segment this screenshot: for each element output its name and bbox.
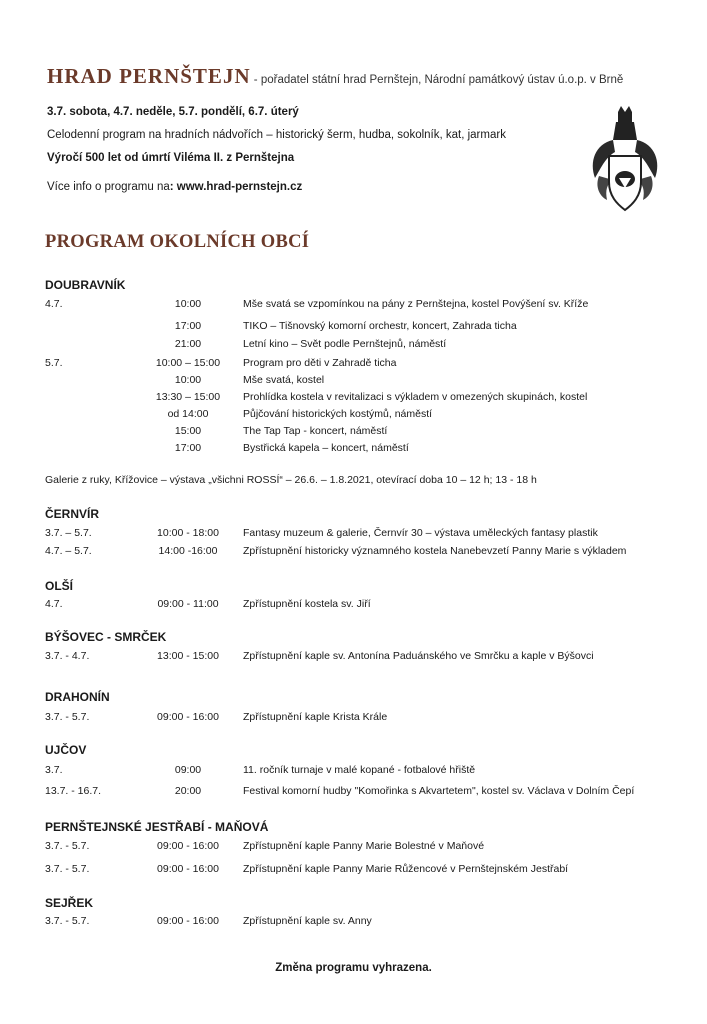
row-description: The Tap Tap - koncert, náměstí (243, 425, 388, 437)
event-dates: 3.7. sobota, 4.7. neděle, 5.7. pondělí, 6.7. úterý (47, 106, 299, 118)
row-description: Mše svatá, kostel (243, 374, 325, 386)
info-line (47, 181, 302, 193)
schedule-row (0, 915, 707, 931)
row-date: 4.7. (45, 598, 63, 610)
row-time: 09:00 - 16:00 (157, 840, 219, 852)
schedule-row (0, 374, 707, 390)
row-description: Zpřístupnění kaple sv. Anny (243, 915, 372, 927)
row-time: 13:30 – 15:00 (155, 391, 221, 403)
row-time: 15:00 (174, 425, 202, 437)
row-date: 3.7. - 5.7. (45, 711, 90, 723)
row-description: Mše svatá se vzpomínkou na pány z Pernštejna, kostel Povýšení sv. Kříže (243, 298, 589, 310)
row-description: Program pro děti v Zahradě ticha (243, 357, 397, 369)
section-heading: DOUBRAVNÍK (45, 278, 126, 292)
row-date: 3.7. - 5.7. (45, 863, 90, 875)
schedule-row (0, 338, 707, 354)
row-time: 09:00 - 16:00 (157, 711, 219, 723)
section-heading: PERNŠTEJNSKÉ JESTŘABÍ - MAŇOVÁ (45, 820, 269, 834)
row-date: 3.7. – 5.7. (45, 527, 92, 539)
castle-title: HRAD PERNŠTEJN (47, 64, 251, 88)
schedule-row (0, 598, 707, 614)
row-description: Bystřická kapela – koncert, náměstí (243, 442, 409, 454)
castle-header (47, 64, 623, 89)
schedule-row (0, 527, 707, 543)
section-heading: OLŠÍ (45, 579, 74, 593)
row-time: 17:00 (174, 442, 202, 454)
info-url[interactable]: www.hrad-pernstejn.cz (176, 181, 303, 193)
schedule-row (0, 545, 707, 561)
anniversary-line: Výročí 500 let od úmrtí Viléma II. z Pernštejna (47, 152, 295, 164)
schedule-row (0, 711, 707, 727)
schedule-row (0, 425, 707, 441)
row-description: Zpřístupnění kaple sv. Antonína Paduánského ve Smrčku a kaple v Býšovci (243, 650, 594, 662)
row-description: Zpřístupnění kaple Panny Marie Růžencové v Pernštejnském Jestřabí (243, 863, 569, 875)
row-description: Festival komorní hudby "Komořinka s Akvartetem", kostel sv. Václava v Dolním Čepí (243, 785, 635, 797)
castle-subtitle: - pořadatel státní hrad Pernštejn, Národní památkový ústav ú.o.p. v Brně (250, 74, 624, 86)
row-description: 11. ročník turnaje v malé kopané - fotbalové hřiště (243, 764, 476, 776)
row-time: od 14:00 (167, 408, 209, 420)
schedule-row (0, 298, 707, 314)
row-date: 3.7. - 4.7. (45, 650, 90, 662)
row-time: 10:00 (174, 298, 202, 310)
row-time: 10:00 (174, 374, 202, 386)
row-time: 20:00 (174, 785, 202, 797)
row-date: 4.7. (45, 298, 63, 310)
row-time: 09:00 - 11:00 (157, 598, 219, 610)
schedule-row (0, 320, 707, 336)
row-date: 3.7. - 5.7. (45, 915, 90, 927)
schedule-row (0, 442, 707, 458)
event-program: Celodenní program na hradních nádvořích – historický šerm, hudba, sokolník, kat, jarmark (47, 129, 506, 141)
row-description: Prohlídka kostela v revitalizaci s výkladem v omezených skupinách, kostel (243, 391, 588, 403)
row-time: 10:00 - 18:00 (157, 527, 219, 539)
schedule-row (0, 863, 707, 879)
row-description: Fantasy muzeum & galerie, Černvír 30 – výstava uměleckých fantasy plastik (243, 527, 598, 539)
row-time: 09:00 - 16:00 (157, 863, 219, 875)
row-date: 5.7. (45, 357, 63, 369)
info-colon: : (169, 181, 177, 193)
schedule-row (0, 357, 707, 373)
row-time: 10:00 – 15:00 (155, 357, 221, 369)
row-time: 13:00 - 15:00 (157, 650, 219, 662)
section-heading: DRAHONÍN (45, 690, 110, 704)
section-heading: SEJŘEK (45, 896, 94, 910)
row-time: 14:00 -16:00 (158, 545, 218, 557)
section-heading: BÝŠOVEC - SMRČEK (45, 630, 167, 644)
schedule-row (0, 840, 707, 856)
row-date: 13.7. - 16.7. (45, 785, 102, 797)
section-heading: ČERNVÍR (45, 507, 100, 521)
row-time: 17:00 (174, 320, 202, 332)
gallery-note: Galerie z ruky, Křížovice – výstava „všichni ROSSÍ“ – 26.6. – 1.8.2021, otevírací doba 10 – 12 h; 13 - 18 h (45, 474, 537, 486)
row-time: 21:00 (174, 338, 202, 350)
row-description: TIKO – Tišnovský komorní orchestr, koncert, Zahrada ticha (243, 320, 517, 332)
row-description: Zpřístupnění kaple Panny Marie Bolestné v Maňové (243, 840, 485, 852)
schedule-row (0, 764, 707, 780)
row-description: Letní kino – Svět podle Pernštejnů, náměstí (243, 338, 447, 350)
row-date: 4.7. – 5.7. (45, 545, 92, 557)
schedule-row (0, 391, 707, 407)
schedule-row (0, 650, 707, 666)
schedule-row (0, 785, 707, 801)
row-description: Půjčování historických kostýmů, náměstí (243, 408, 433, 420)
row-time: 09:00 - 16:00 (157, 915, 219, 927)
row-description: Zpřístupnění historicky významného kostela Nanebevzetí Panny Marie s výkladem (243, 545, 627, 557)
info-label: Více info o programu na (47, 181, 170, 193)
row-date: 3.7. (45, 764, 63, 776)
schedule-row (0, 408, 707, 424)
row-description: Zpřístupnění kostela sv. Jiří (243, 598, 371, 610)
row-description: Zpřístupnění kaple Krista Krále (243, 711, 388, 723)
coat-of-arms-icon (585, 106, 665, 216)
row-time: 09:00 (174, 764, 202, 776)
footer-note: Změna programu vyhrazena. (275, 962, 432, 974)
program-title: PROGRAM OKOLNÍCH OBCÍ (45, 232, 310, 252)
section-heading: UJČOV (45, 743, 87, 757)
row-date: 3.7. - 5.7. (45, 840, 90, 852)
